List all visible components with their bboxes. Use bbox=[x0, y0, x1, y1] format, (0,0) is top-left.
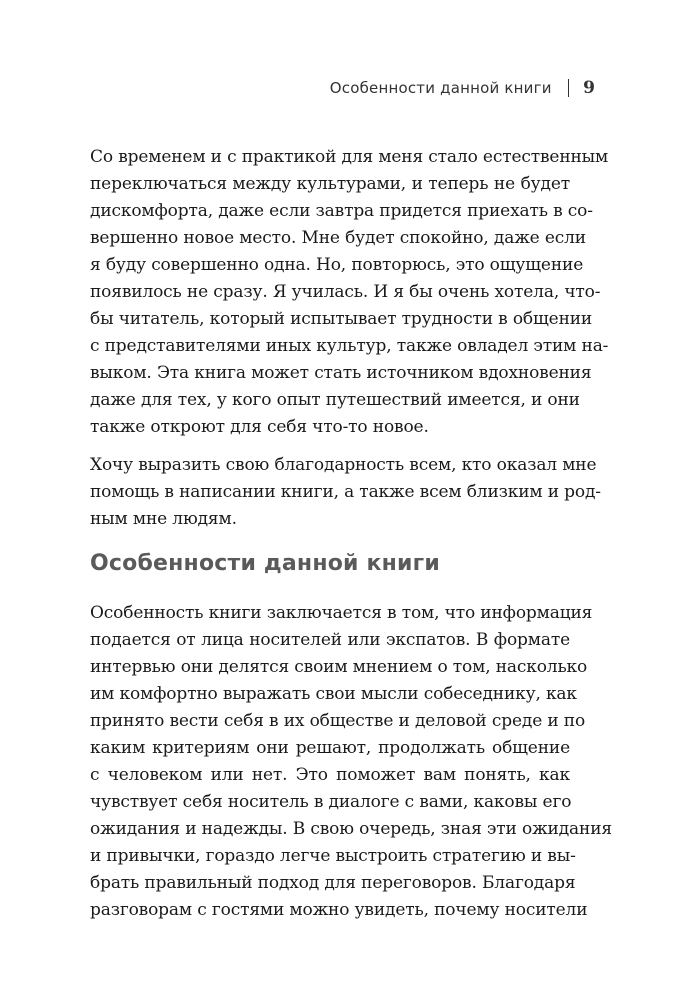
text-line: ожидания и надежды. В свою очередь, зная эти ожидания bbox=[90, 819, 612, 839]
text-line: с представителями иных культур, также овладел этим на- bbox=[90, 336, 609, 356]
text-line: интервью они делятся своим мнением о том, насколько bbox=[90, 657, 588, 677]
text-line: Со временем и с практикой для меня стало естественным bbox=[90, 147, 609, 167]
text-line: и привычки, гораздо легче выстроить стратегию и вы- bbox=[90, 846, 576, 866]
running-head-title: Особенности данной книги bbox=[329, 79, 552, 97]
text-line: брать правильный подход для переговоров. Благодаря bbox=[90, 873, 576, 893]
text-line: выком. Эта книга может стать источником вдохновения bbox=[90, 363, 592, 383]
text-line: бы читатель, который испытывает трудности в общении bbox=[90, 309, 593, 329]
running-head bbox=[330, 78, 595, 98]
section-heading: Особенности данной книги bbox=[90, 551, 440, 576]
text-line: вершенно новое место. Мне будет спокойно, даже если bbox=[90, 228, 586, 248]
text-line: помощь в написании книги, а также всем близким и род- bbox=[90, 482, 601, 502]
text-line: Хочу выразить свою благодарность всем, кто оказал мне bbox=[90, 455, 597, 475]
paragraph-gratitude bbox=[90, 452, 601, 533]
text-line: Особенность книги заключается в том, что информация bbox=[90, 603, 593, 623]
text-line: чувствует себя носитель в диалоге с вами, каковы его bbox=[90, 792, 572, 812]
text-line: я буду совершенно одна. Но, повторюсь, это ощущение bbox=[90, 255, 584, 275]
text-line: принято вести себя в их обществе и деловой среде и по bbox=[90, 711, 586, 731]
text-line: появилось не сразу. Я училась. И я бы очень хотела, что- bbox=[90, 282, 601, 302]
text-line: дискомфорта, даже если завтра придется приехать в со- bbox=[90, 201, 593, 221]
text-line: также откроют для себя что-то новое. bbox=[90, 417, 429, 437]
text-line: с человеком или нет. Это поможет вам понять, как bbox=[90, 765, 570, 785]
text-line: переключаться между культурами, и теперь не будет bbox=[90, 174, 570, 194]
text-line: каким критериям они решают, продолжать общение bbox=[90, 738, 570, 758]
text-line: разговорам с гостями можно увидеть, почему носители bbox=[90, 900, 588, 920]
page-number: 9 bbox=[583, 78, 595, 98]
text-line: подается от лица носителей или экспатов. В формате bbox=[90, 630, 570, 650]
running-head-divider bbox=[568, 79, 570, 97]
text-line: ным мне людям. bbox=[90, 509, 237, 529]
paragraph-intro bbox=[90, 144, 609, 441]
text-line: им комфортно выражать свои мысли собеседнику, как bbox=[90, 684, 577, 704]
text-line: даже для тех, у кого опыт путешествий имеется, и они bbox=[90, 390, 580, 410]
paragraph-features bbox=[90, 600, 612, 924]
